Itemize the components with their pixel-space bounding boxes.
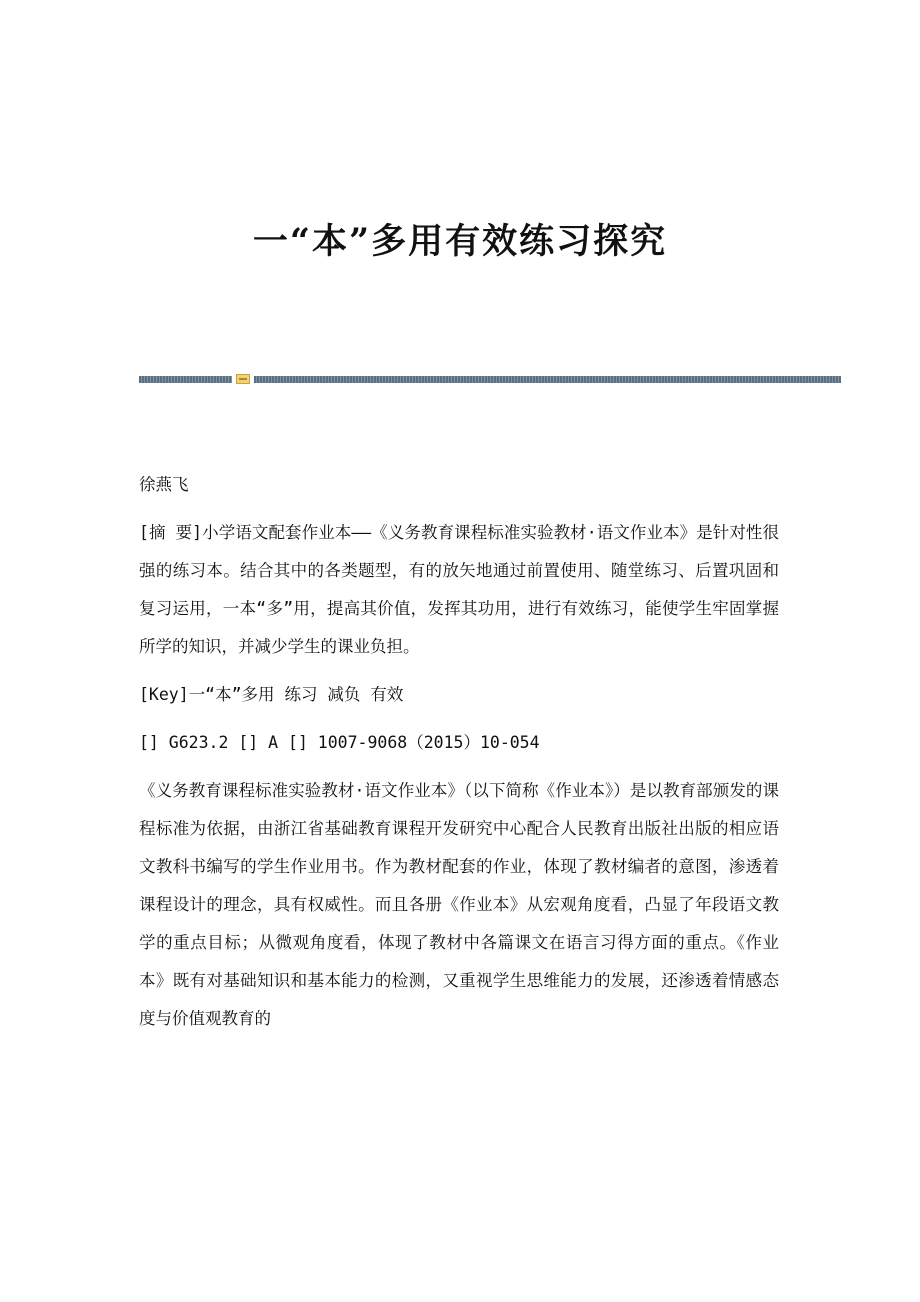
classification-line: [] G623.2 [] A [] 1007-9068（2015）10-054 (139, 733, 540, 752)
divider-bar-left (139, 376, 232, 383)
body-paragraph: 《义务教育课程标准实验教材·语文作业本》（以下简称《作业本》）是以教育部颁发的课程标准为依据，由浙江省基础教育课程开发研究中心配合人民教育出版社出版的相应语文教科书编写的学生作业用书。作为教材配套的作业，体现了教材编者的意图，渗透着课程设计的理念，具有权威性。而且各册《作业本》从宏观角度看，凸显了年段语文教学的重点目标；从微观角度看，体现了教材中各篇课文在语言习得方面的重点。《作业本》既有对基础知识和基本能力的检测，又重视学生思维能力的发展，还渗透着情感态度与价值观教育的 (139, 781, 779, 1028)
author-name: 徐燕飞 (139, 475, 189, 494)
divider-bar-right (254, 376, 841, 383)
divider-ornament-icon (236, 374, 250, 384)
abstract-paragraph: [摘 要]小学语文配套作业本——《义务教育课程标准实验教材·语文作业本》是针对性很强的练习本。结合其中的各类题型，有的放矢地通过前置使用、随堂练习、后置巩固和复习运用，一本“多”用，提高其价值，发挥其功用，进行有效练习，能使学生牢固掌握所学的知识，并减少学生的课业负担。 (139, 523, 779, 656)
article-body (139, 466, 779, 1048)
title-divider (139, 373, 841, 385)
keywords-line: [Key]一“本”多用 练习 减负 有效 (139, 685, 404, 704)
page-title: 一“本”多用有效练习探究 (252, 221, 668, 262)
